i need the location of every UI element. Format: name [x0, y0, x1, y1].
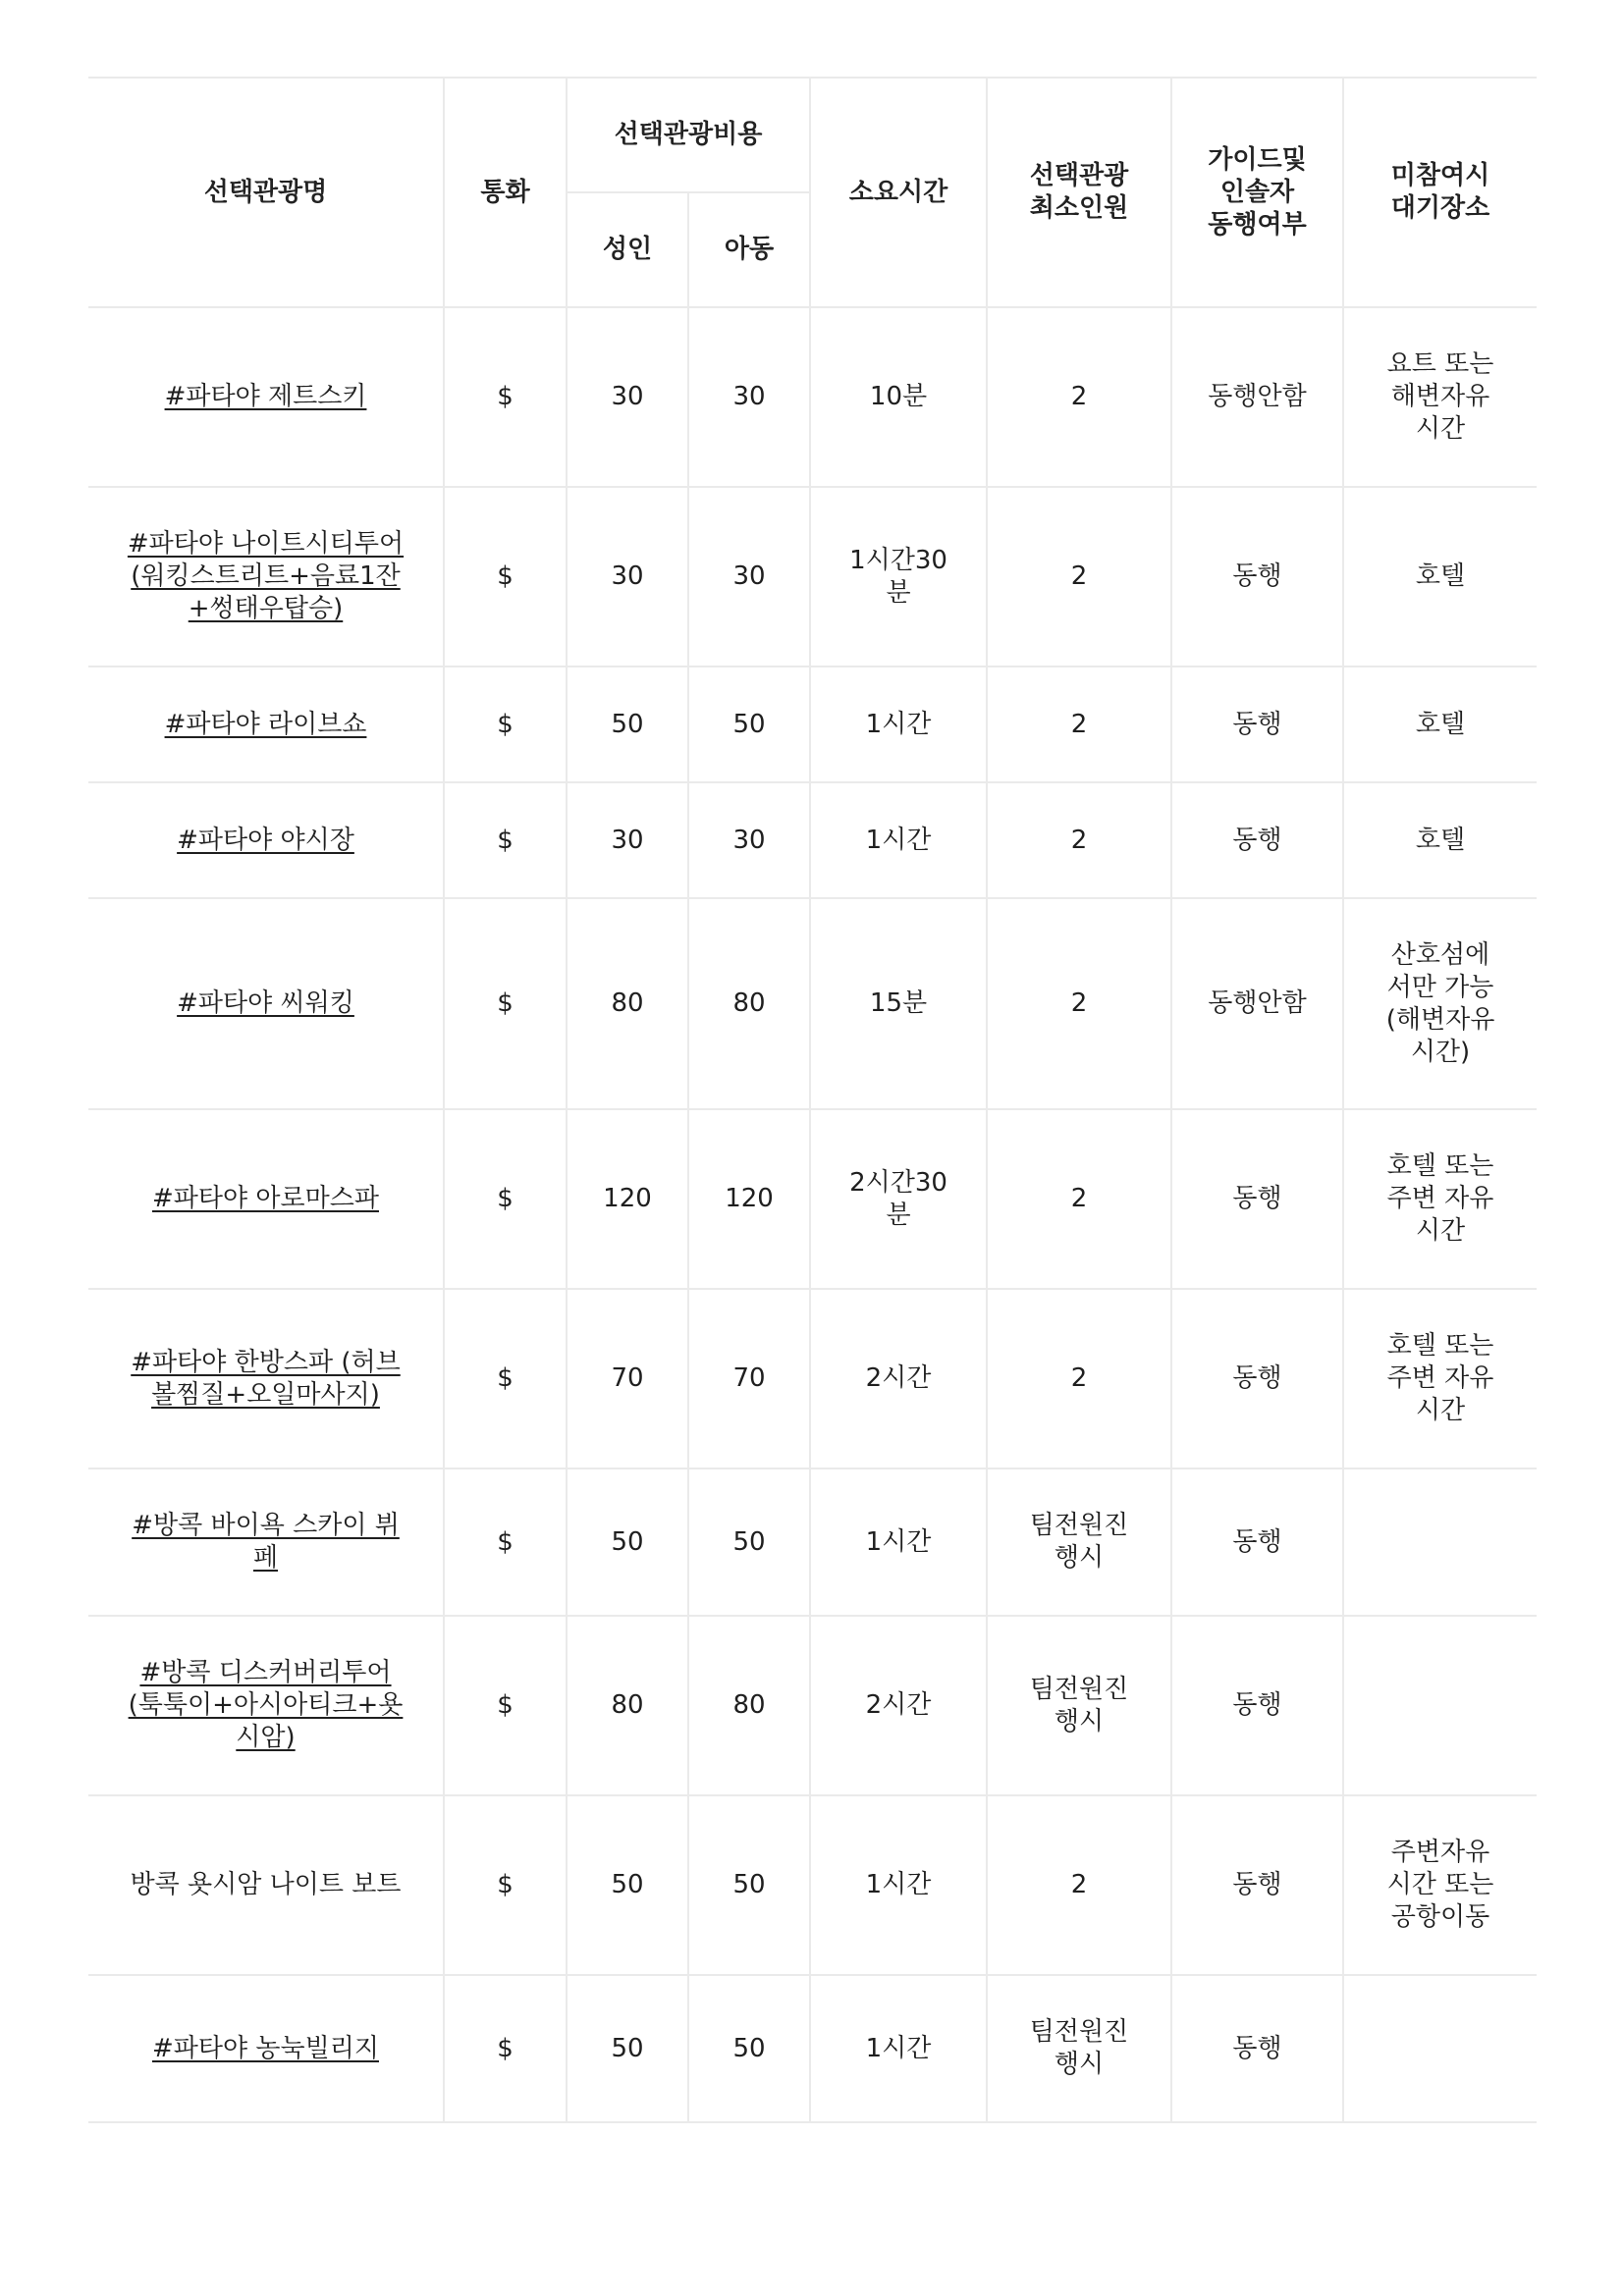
waiting-place-cell: 호텔 또는 주변 자유 시간	[1343, 1289, 1537, 1468]
tour-name-cell	[88, 1616, 444, 1795]
waiting-place-cell: 산호섬에 서만 가능 (해변자유 시간)	[1343, 898, 1537, 1109]
currency-cell: $	[444, 1795, 567, 1975]
tour-name-link[interactable]: #파타야 씨워킹	[177, 988, 354, 1018]
tour-name-link[interactable]: #파타야 아로마스파	[152, 1184, 379, 1213]
guide-cell: 동행	[1171, 1289, 1343, 1468]
table-row	[88, 898, 1537, 1109]
guide-cell: 동행	[1171, 1975, 1343, 2122]
guide-cell: 동행	[1171, 1616, 1343, 1795]
adult-price-cell: 30	[567, 782, 688, 898]
guide-cell: 동행	[1171, 1795, 1343, 1975]
currency-cell: $	[444, 1975, 567, 2122]
tour-name-cell	[88, 1109, 444, 1289]
tour-name-cell	[88, 1468, 444, 1616]
header-adult: 성인	[567, 192, 688, 307]
min-people-cell: 2	[987, 1795, 1171, 1975]
tour-name-cell	[88, 1289, 444, 1468]
header-duration: 소요시간	[810, 78, 987, 307]
child-price-cell: 120	[688, 1109, 810, 1289]
tour-name-cell	[88, 307, 444, 487]
child-price-cell: 50	[688, 1795, 810, 1975]
adult-price-cell: 30	[567, 487, 688, 667]
currency-cell: $	[444, 1468, 567, 1616]
min-people-cell: 팀전원진 행시	[987, 1616, 1171, 1795]
tour-name-link[interactable]: #파타야 나이트시티투어 (워킹스트리트+음료1잔 +썽태우탑승)	[127, 529, 405, 623]
table-row	[88, 1289, 1537, 1468]
tour-name-link[interactable]: #파타야 제트스키	[164, 382, 367, 411]
header-min-people: 선택관광 최소인원	[987, 78, 1171, 307]
table-body	[88, 307, 1537, 2122]
tour-name-link[interactable]: #파타야 농눅빌리지	[152, 2033, 379, 2063]
currency-cell: $	[444, 782, 567, 898]
waiting-place-cell: 호텔 또는 주변 자유 시간	[1343, 1109, 1537, 1289]
duration-cell: 1시간	[810, 667, 987, 782]
tour-name: 방콕 욧시암 나이트 보트	[130, 1870, 402, 1899]
min-people-cell: 2	[987, 1289, 1171, 1468]
tour-name-cell	[88, 1795, 444, 1975]
header-child: 아동	[688, 192, 810, 307]
tour-name-link[interactable]: #파타야 라이브쇼	[164, 709, 367, 739]
adult-price-cell: 50	[567, 1975, 688, 2122]
child-price-cell: 30	[688, 307, 810, 487]
min-people-cell: 2	[987, 667, 1171, 782]
child-price-cell: 80	[688, 1616, 810, 1795]
duration-cell: 2시간30 분	[810, 1109, 987, 1289]
child-price-cell: 80	[688, 898, 810, 1109]
table-header	[88, 78, 1537, 307]
tour-name-link[interactable]: #파타야 야시장	[177, 825, 354, 855]
waiting-place-cell: 호텔	[1343, 782, 1537, 898]
duration-cell: 15분	[810, 898, 987, 1109]
duration-cell: 1시간30 분	[810, 487, 987, 667]
tour-name-cell	[88, 667, 444, 782]
duration-cell: 2시간	[810, 1616, 987, 1795]
min-people-cell: 2	[987, 487, 1171, 667]
header-guide: 가이드및 인솔자 동행여부	[1171, 78, 1343, 307]
guide-cell: 동행	[1171, 1468, 1343, 1616]
adult-price-cell: 50	[567, 1468, 688, 1616]
min-people-cell: 2	[987, 1109, 1171, 1289]
table-row	[88, 1616, 1537, 1795]
child-price-cell: 30	[688, 782, 810, 898]
guide-cell: 동행안함	[1171, 307, 1343, 487]
currency-cell: $	[444, 307, 567, 487]
tour-name-cell	[88, 782, 444, 898]
min-people-cell: 팀전원진 행시	[987, 1975, 1171, 2122]
currency-cell: $	[444, 667, 567, 782]
adult-price-cell: 30	[567, 307, 688, 487]
child-price-cell: 70	[688, 1289, 810, 1468]
min-people-cell: 2	[987, 307, 1171, 487]
min-people-cell: 2	[987, 898, 1171, 1109]
table-row	[88, 782, 1537, 898]
min-people-cell: 2	[987, 782, 1171, 898]
adult-price-cell: 50	[567, 1795, 688, 1975]
adult-price-cell: 80	[567, 1616, 688, 1795]
currency-cell: $	[444, 1289, 567, 1468]
guide-cell: 동행안함	[1171, 898, 1343, 1109]
header-waiting-place: 미참여시 대기장소	[1343, 78, 1537, 307]
table-row	[88, 1109, 1537, 1289]
child-price-cell: 50	[688, 1975, 810, 2122]
waiting-place-cell: 요트 또는 해변자유 시간	[1343, 307, 1537, 487]
tour-name-link[interactable]: #방콕 바이욕 스카이 뷔 페	[132, 1511, 400, 1573]
header-cost: 선택관광비용	[567, 78, 810, 192]
guide-cell: 동행	[1171, 1109, 1343, 1289]
duration-cell: 10분	[810, 307, 987, 487]
currency-cell: $	[444, 487, 567, 667]
guide-cell: 동행	[1171, 667, 1343, 782]
currency-cell: $	[444, 898, 567, 1109]
waiting-place-cell	[1343, 1975, 1537, 2122]
child-price-cell: 50	[688, 1468, 810, 1616]
optional-tour-table	[88, 77, 1537, 2123]
tour-name-link[interactable]: #파타야 한방스파 (허브 볼찜질+오일마사지)	[131, 1347, 401, 1410]
table-row	[88, 1468, 1537, 1616]
adult-price-cell: 120	[567, 1109, 688, 1289]
waiting-place-cell: 호텔	[1343, 667, 1537, 782]
waiting-place-cell: 호텔	[1343, 487, 1537, 667]
waiting-place-cell: 주변자유 시간 또는 공항이동	[1343, 1795, 1537, 1975]
currency-cell: $	[444, 1616, 567, 1795]
duration-cell: 2시간	[810, 1289, 987, 1468]
adult-price-cell: 80	[567, 898, 688, 1109]
header-currency: 통화	[444, 78, 567, 307]
min-people-cell: 팀전원진 행시	[987, 1468, 1171, 1616]
duration-cell: 1시간	[810, 1795, 987, 1975]
header-tour-name: 선택관광명	[88, 78, 444, 307]
table-row	[88, 1795, 1537, 1975]
tour-name-cell	[88, 898, 444, 1109]
tour-name-cell	[88, 487, 444, 667]
waiting-place-cell	[1343, 1616, 1537, 1795]
child-price-cell: 30	[688, 487, 810, 667]
currency-cell: $	[444, 1109, 567, 1289]
tour-name-cell	[88, 1975, 444, 2122]
table-row	[88, 307, 1537, 487]
duration-cell: 1시간	[810, 1468, 987, 1616]
adult-price-cell: 70	[567, 1289, 688, 1468]
waiting-place-cell	[1343, 1468, 1537, 1616]
guide-cell: 동행	[1171, 782, 1343, 898]
table-row	[88, 1975, 1537, 2122]
tour-name-link[interactable]: #방콕 디스커버리투어 (툭툭이+아시아티크+욧 시암)	[128, 1658, 404, 1752]
duration-cell: 1시간	[810, 1975, 987, 2122]
table-row	[88, 667, 1537, 782]
duration-cell: 1시간	[810, 782, 987, 898]
table-row	[88, 487, 1537, 667]
adult-price-cell: 50	[567, 667, 688, 782]
child-price-cell: 50	[688, 667, 810, 782]
guide-cell: 동행	[1171, 487, 1343, 667]
